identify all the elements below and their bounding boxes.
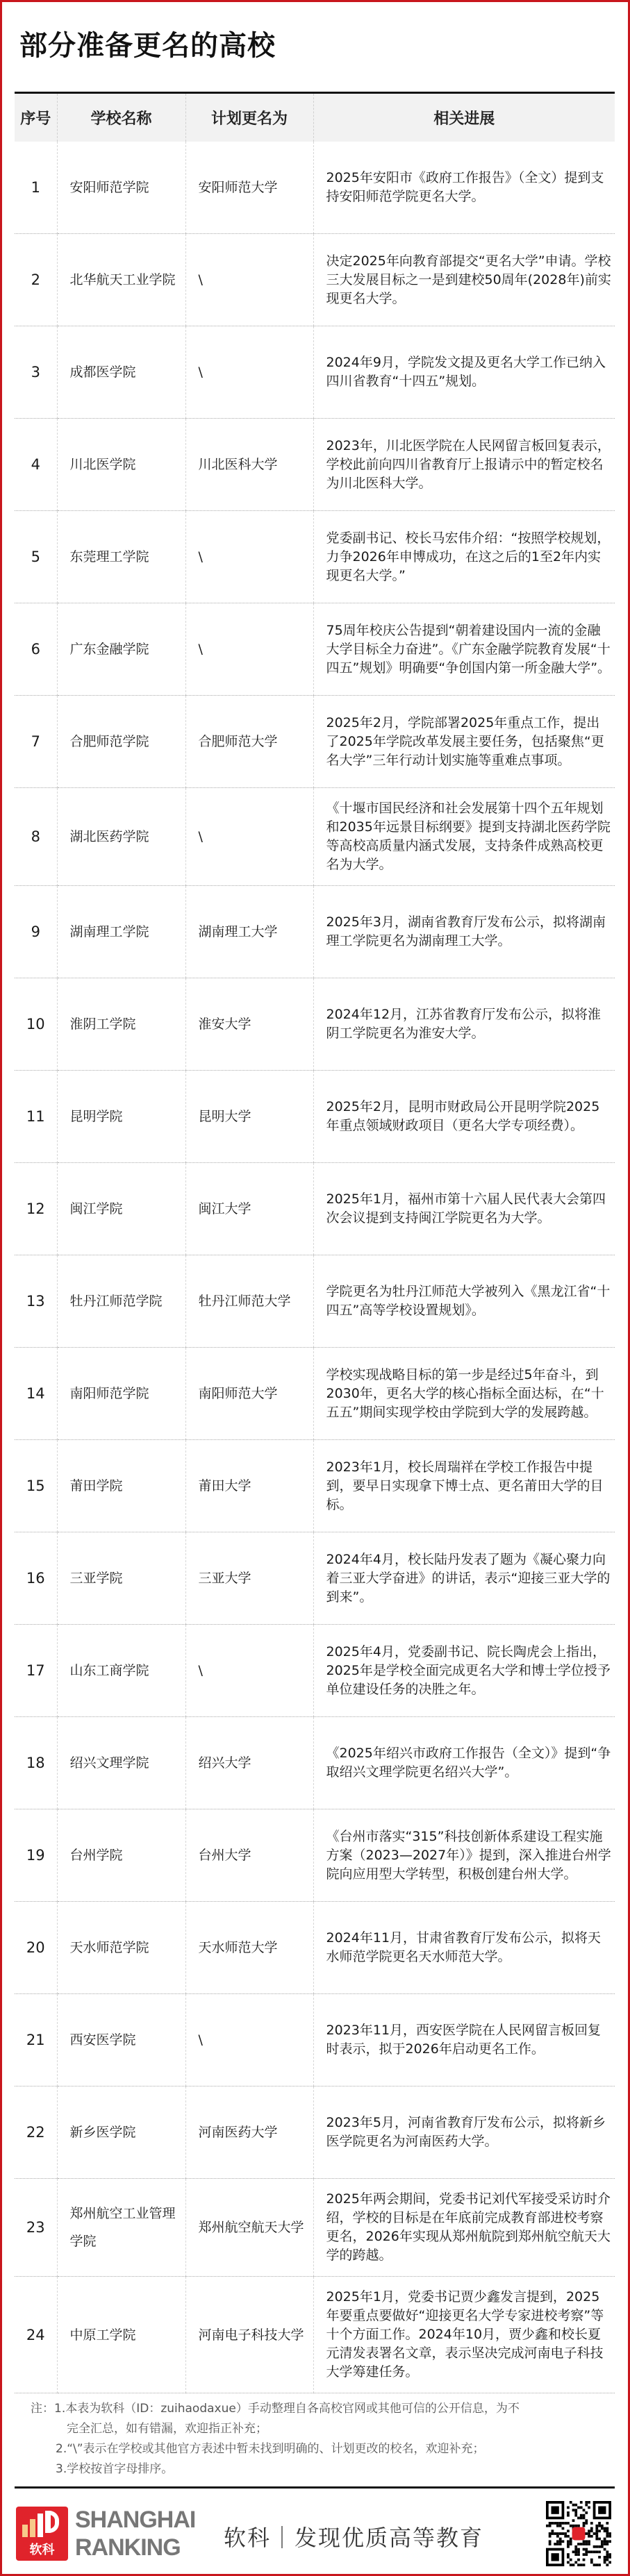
school-name: 新乡医学院 (57, 2086, 185, 2179)
school-name: 中原工学院 (57, 2277, 185, 2393)
school-name: 台州学院 (57, 1809, 185, 1902)
row-index: 19 (15, 1809, 57, 1902)
planned-name: 南阳师范大学 (185, 1348, 313, 1440)
table-row (15, 1809, 615, 1902)
planned-name: \ (185, 788, 313, 886)
table-row (15, 978, 615, 1071)
table-row (15, 603, 615, 696)
table-row (15, 1255, 615, 1348)
row-index: 6 (15, 603, 57, 696)
planned-name: \ (185, 234, 313, 326)
school-name: 西安医学院 (57, 1994, 185, 2086)
progress-text: 2024年4月，校长陆丹发表了题为《凝心聚力向着三亚大学奋进》的讲话，表示“迎接三亚大学的到来”。 (313, 1532, 615, 1625)
slogan: 软科｜发现优质高等教育 (224, 2525, 484, 2551)
school-name: 绍兴文理学院 (57, 1717, 185, 1809)
brand-line-1: SHANGHAI (75, 2507, 196, 2533)
progress-text: 2023年5月，河南省教育厅发布公示，拟将新乡医学院更名为河南医药大学。 (313, 2086, 615, 2179)
planned-name: 天水师范大学 (185, 1902, 313, 1994)
row-index: 23 (15, 2179, 57, 2277)
school-name: 牡丹江师范学院 (57, 1255, 185, 1348)
table-header (15, 93, 615, 142)
header-progress: 相关进展 (313, 93, 615, 142)
progress-text: 决定2025年向教育部提交“更名大学”申请。学校三大发展目标之一是到建校50周年(2028年)前实现更名大学。 (313, 234, 615, 326)
progress-text: 2025年两会期间，党委书记刘代军接受采访时介绍，学校的目标是在年底前完成教育部进校考察更名，2026年实现从郑州航院到郑州航空航天大学的跨越。 (313, 2179, 615, 2277)
table-row (15, 1071, 615, 1163)
table-row (15, 1625, 615, 1717)
school-name: 莆田学院 (57, 1440, 185, 1532)
table-row (15, 788, 615, 886)
planned-name: 闽江大学 (185, 1163, 313, 1255)
progress-text: 2023年1月，校长周瑞祥在学校工作报告中提到，要早日实现拿下博士点、更名莆田大学的目标。 (313, 1440, 615, 1532)
progress-text: 《十堰市国民经济和社会发展第十四个五年规划和2035年远景目标纲要》提到支持湖北医药学院等高校高质量内涵式发展，支持条件成熟高校更名为大学。 (313, 788, 615, 886)
row-index: 24 (15, 2277, 57, 2393)
notes (31, 2399, 607, 2479)
planned-name: 川北医科大学 (185, 419, 313, 511)
table-row (15, 2179, 615, 2277)
school-name: 湖北医药学院 (57, 788, 185, 886)
school-name: 山东工商学院 (57, 1625, 185, 1717)
qr-code (546, 2501, 611, 2566)
progress-text: 75周年校庆公告提到“朝着建设国内一流的金融大学目标全力奋进”。《广东金融学院教育发展“十四五”规划》明确要“争创国内第一所金融大学”。 (313, 603, 615, 696)
school-name: 北华航天工业学院 (57, 234, 185, 326)
progress-text: 《台州市落实“315”科技创新体系建设工程实施方案（2023—2027年）》提到，深入推进台州学院向应用型大学转型，积极创建台州大学。 (313, 1809, 615, 1902)
planned-name: 河南电子科技大学 (185, 2277, 313, 2393)
progress-text: 学校实现战略目标的第一步是经过5年奋斗，到2030年，更名大学的核心指标全面达标，在“十五五”期间实现学校由学院到大学的发展跨越。 (313, 1348, 615, 1440)
school-name: 昆明学院 (57, 1071, 185, 1163)
row-index: 7 (15, 696, 57, 788)
table-row (15, 142, 615, 234)
header-school-name: 学校名称 (57, 93, 185, 142)
school-name: 南阳师范学院 (57, 1348, 185, 1440)
page-title: 部分准备更名的高校 (19, 30, 276, 62)
table-row (15, 1440, 615, 1532)
note-1-continued: 完全汇总，如有错漏，欢迎指正补充； (67, 2422, 267, 2436)
row-index: 9 (15, 886, 57, 978)
school-name: 广东金融学院 (57, 603, 185, 696)
table-row (15, 696, 615, 788)
planned-name: 淮安大学 (185, 978, 313, 1071)
table-row (15, 234, 615, 326)
school-name: 闽江学院 (57, 1163, 185, 1255)
progress-text: 2025年2月，学院部署2025年重点工作，提出了2025年学院改革发展主要任务，包括聚焦“更名大学”三年行动计划实施等重难点事项。 (313, 696, 615, 788)
school-name: 成都医学院 (57, 326, 185, 419)
table-row (15, 1532, 615, 1625)
row-index: 3 (15, 326, 57, 419)
planned-name: 莆田大学 (185, 1440, 313, 1532)
progress-text: 2025年安阳市《政府工作报告》（全文）提到支持安阳师范学院更名大学。 (313, 142, 615, 234)
planned-name: 昆明大学 (185, 1071, 313, 1163)
notes-prefix: 注： (31, 2402, 54, 2416)
planned-name: 河南医药大学 (185, 2086, 313, 2179)
school-name: 东莞理工学院 (57, 511, 185, 603)
school-name: 淮阴工学院 (57, 978, 185, 1071)
row-index: 15 (15, 1440, 57, 1532)
planned-name: 台州大学 (185, 1809, 313, 1902)
table-row (15, 511, 615, 603)
planned-name: \ (185, 603, 313, 696)
note-3: 3.学校按首字母排序。 (56, 2462, 174, 2476)
school-name: 郑州航空工业管理学院 (57, 2179, 185, 2277)
progress-text: 学院更名为牡丹江师范大学被列入《黑龙江省“十四五”高等学校设置规划》。 (313, 1255, 615, 1348)
table-row (15, 326, 615, 419)
row-index: 14 (15, 1348, 57, 1440)
row-index: 18 (15, 1717, 57, 1809)
row-index: 2 (15, 234, 57, 326)
row-index: 22 (15, 2086, 57, 2179)
table-row (15, 1717, 615, 1809)
logo-text: 软科 (29, 2543, 55, 2557)
school-name: 安阳师范学院 (57, 142, 185, 234)
school-name: 三亚学院 (57, 1532, 185, 1625)
table-row (15, 1902, 615, 1994)
renaming-table (15, 92, 615, 2393)
progress-text: 党委副书记、校长马宏伟介绍：“按照学校规划，力争2026年申博成功，在这之后的1至2年内实现更名大学。” (313, 511, 615, 603)
brand-line-2: RANKING (75, 2534, 181, 2561)
header-planned-name: 计划更名为 (185, 93, 313, 142)
planned-name: 郑州航空航天大学 (185, 2179, 313, 2277)
row-index: 1 (15, 142, 57, 234)
progress-text: 《2025年绍兴市政府工作报告（全文）》提到“争取绍兴文理学院更名绍兴大学”。 (313, 1717, 615, 1809)
row-index: 10 (15, 978, 57, 1071)
row-index: 16 (15, 1532, 57, 1625)
progress-text: 2025年4月，党委副书记、院长陶虎会上指出，2025年是学校全面完成更名大学和博士学位授予单位建设任务的决胜之年。 (313, 1625, 615, 1717)
table-row (15, 1163, 615, 1255)
table-row (15, 1994, 615, 2086)
row-index: 12 (15, 1163, 57, 1255)
planned-name: 牡丹江师范大学 (185, 1255, 313, 1348)
planned-name: \ (185, 326, 313, 419)
planned-name: 绍兴大学 (185, 1717, 313, 1809)
header-index: 序号 (15, 93, 57, 142)
progress-text: 2024年11月，甘肃省教育厅发布公示，拟将天水师范学院更名天水师范大学。 (313, 1902, 615, 1994)
planned-name: 合肥师范大学 (185, 696, 313, 788)
row-index: 5 (15, 511, 57, 603)
table-row (15, 2277, 615, 2393)
row-index: 4 (15, 419, 57, 511)
table-row (15, 1348, 615, 1440)
table-row (15, 2086, 615, 2179)
school-name: 合肥师范学院 (57, 696, 185, 788)
planned-name: \ (185, 1994, 313, 2086)
progress-text: 2023年，川北医学院在人民网留言板回复表示，学校此前向四川省教育厅上报请示中的暂定校名为川北医科大学。 (313, 419, 615, 511)
progress-text: 2023年11月，西安医学院在人民网留言板回复时表示，拟于2026年启动更名工作。 (313, 1994, 615, 2086)
planned-name: 湖南理工大学 (185, 886, 313, 978)
shanghai-ranking-logo (16, 2507, 68, 2561)
progress-text: 2025年2月，昆明市财政局公开昆明学院2025年重点领域财政项目（更名大学专项经费）。 (313, 1071, 615, 1163)
planned-name: \ (185, 1625, 313, 1717)
planned-name: 三亚大学 (185, 1532, 313, 1625)
school-name: 湖南理工学院 (57, 886, 185, 978)
row-index: 20 (15, 1902, 57, 1994)
footer (15, 2489, 615, 2566)
progress-text: 2025年1月，福州市第十六届人民代表大会第四次会议提到支持闽江学院更名为大学。 (313, 1163, 615, 1255)
progress-text: 2024年12月，江苏省教育厅发布公示，拟将淮阴工学院更名为淮安大学。 (313, 978, 615, 1071)
row-index: 17 (15, 1625, 57, 1717)
school-name: 川北医学院 (57, 419, 185, 511)
note-1: 1.本表为软科（ID：zuihaodaxue）手动整理自各高校官网或其他可信的公开信息，为不 (54, 2402, 520, 2416)
progress-text: 2024年9月，学院发文提及更名大学工作已纳入四川省教育“十四五”规划。 (313, 326, 615, 419)
planned-name: 安阳师范大学 (185, 142, 313, 234)
school-name: 天水师范学院 (57, 1902, 185, 1994)
row-index: 11 (15, 1071, 57, 1163)
brand-name (75, 2506, 195, 2561)
row-index: 13 (15, 1255, 57, 1348)
progress-text: 2025年1月，党委书记贾少鑫发言提到，2025年要重点要做好“迎接更名大学专家进校考察”等十个方面工作。2024年10月，贾少鑫和校长夏元清发表署名文章，表示坚决完成河南电子科技大学筹建任务。 (313, 2277, 615, 2393)
planned-name: \ (185, 511, 313, 603)
row-index: 8 (15, 788, 57, 886)
table-row (15, 886, 615, 978)
progress-text: 2025年3月，湖南省教育厅发布公示，拟将湖南理工学院更名为湖南理工大学。 (313, 886, 615, 978)
table-row (15, 419, 615, 511)
row-index: 21 (15, 1994, 57, 2086)
note-2: 2.“\”表示在学校或其他官方表述中暂未找到明确的、计划更改的校名，欢迎补充； (56, 2442, 485, 2456)
